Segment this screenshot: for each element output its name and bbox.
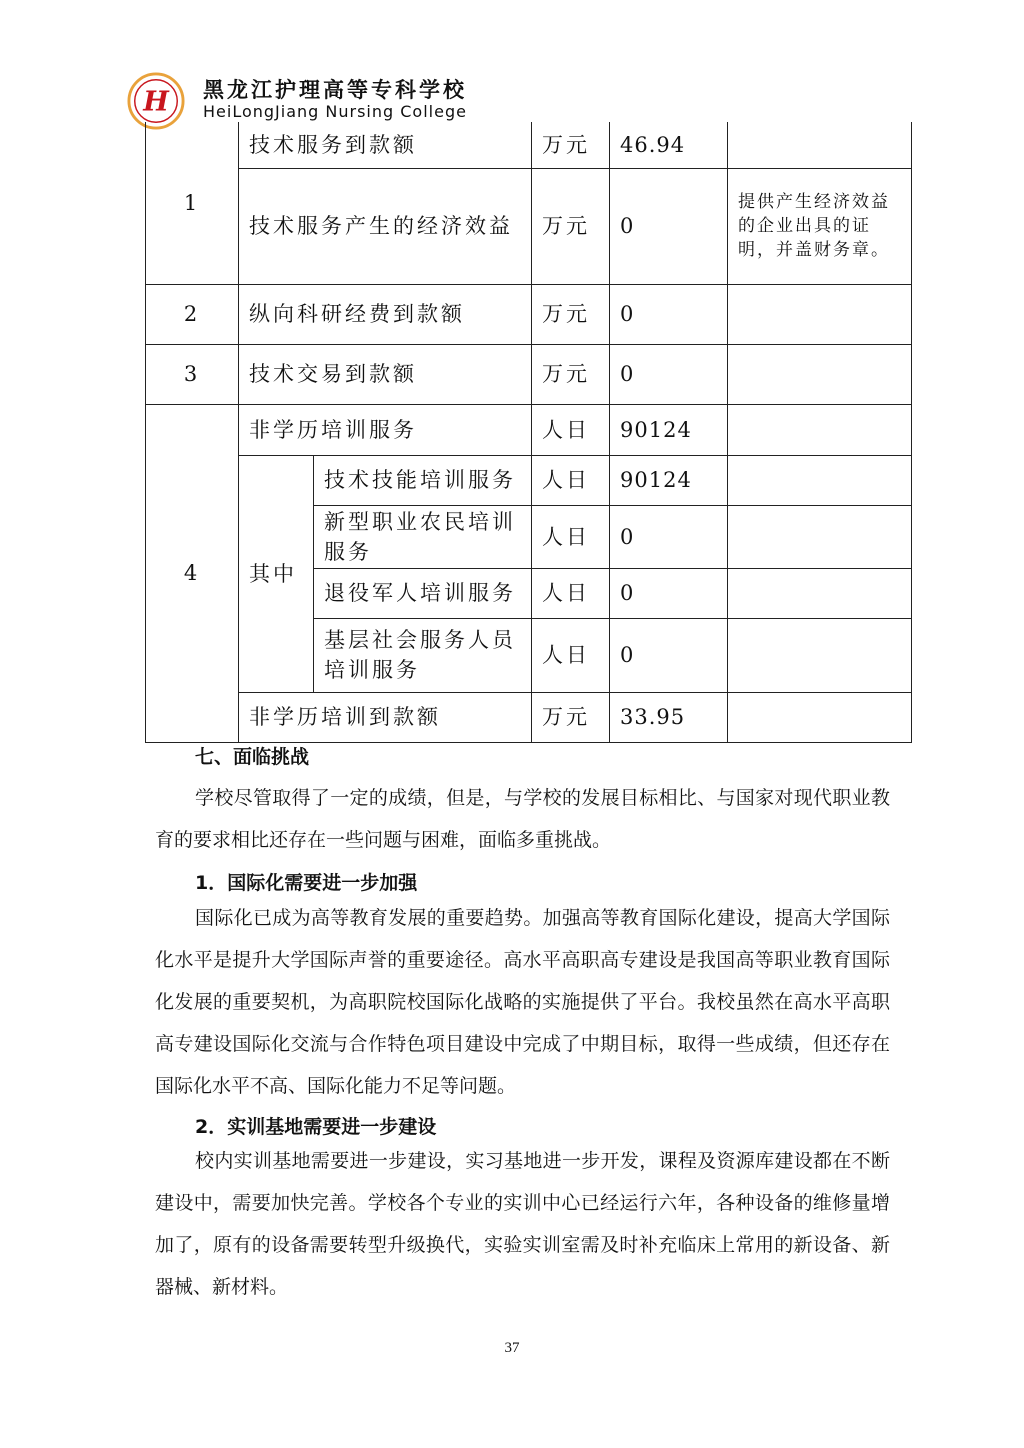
item-cell: 新型职业农民培训服务: [314, 505, 532, 568]
value-cell: 90124: [610, 404, 728, 455]
note-cell: 提供产生经济效益的企业出具的证明，并盖财务章。: [728, 168, 912, 284]
subsection-body: [155, 1141, 890, 1309]
group-label-cell: 其中: [239, 455, 314, 692]
item-cell: 技术服务到款额: [239, 122, 532, 168]
item-cell: 非学历培训服务: [239, 404, 532, 455]
note-cell: [728, 618, 912, 692]
note-cell: [728, 122, 912, 168]
paragraph: 国际化已成为高等教育发展的重要趋势。加强高等教育国际化建设，提高大学国际化水平是提升大学国际声誉的重要途径。高水平高职高专建设是我国高等职业教育国际化发展的重要契机，为高职院校国际化战略的实施提供了平台。我校虽然在高水平高职高专建设国际化交流与合作特色项目建设中完成了中期目标，取得一些成绩，但还存在国际化水平不高、国际化能力不足等问题。: [155, 908, 890, 1097]
note-cell: [728, 692, 912, 742]
value-cell: 0: [610, 505, 728, 568]
item-cell: 技术技能培训服务: [314, 455, 532, 505]
row-number: 1: [146, 122, 239, 284]
note-cell: [728, 455, 912, 505]
item-cell: 技术交易到款额: [239, 344, 532, 404]
row-number: 3: [146, 344, 239, 404]
note-cell: [728, 404, 912, 455]
item-cell: 纵向科研经费到款额: [239, 284, 532, 344]
section-intro: [155, 778, 890, 862]
value-cell: 0: [610, 344, 728, 404]
note-cell: [728, 284, 912, 344]
section-heading: 七、面临挑战: [195, 746, 310, 768]
table-row: [146, 284, 912, 344]
value-cell: 0: [610, 284, 728, 344]
unit-cell: 万元: [532, 168, 610, 284]
row-number: 4: [146, 404, 239, 742]
logo-letter: H: [143, 86, 169, 118]
item-cell: 退役军人培训服务: [314, 568, 532, 618]
note-cell: [728, 568, 912, 618]
unit-cell: 人日: [532, 618, 610, 692]
page-number: 37: [504, 1340, 520, 1356]
table-row: [146, 692, 912, 742]
unit-cell: 人日: [532, 505, 610, 568]
subsection-body: [155, 898, 890, 1108]
unit-cell: 万元: [532, 122, 610, 168]
unit-cell: 万元: [532, 284, 610, 344]
value-cell: 0: [610, 168, 728, 284]
value-cell: 46.94: [610, 122, 728, 168]
school-name-cn: 黑龙江护理高等专科学校: [203, 78, 467, 102]
table-row: [146, 122, 912, 168]
subsection-heading: 2．实训基地需要进一步建设: [195, 1116, 437, 1138]
item-cell: 非学历培训到款额: [239, 692, 532, 742]
table-row: [146, 404, 912, 455]
unit-cell: 人日: [532, 455, 610, 505]
unit-cell: 万元: [532, 344, 610, 404]
paragraph: 学校尽管取得了一定的成绩，但是，与学校的发展目标相比、与国家对现代职业教育的要求相比还存在一些问题与困难，面临多重挑战。: [155, 788, 890, 851]
subsection-heading: 1．国际化需要进一步加强: [195, 872, 418, 894]
unit-cell: 人日: [532, 404, 610, 455]
value-cell: 0: [610, 618, 728, 692]
value-cell: 90124: [610, 455, 728, 505]
item-cell: 基层社会服务人员培训服务: [314, 618, 532, 692]
school-name-en: HeiLongJiang Nursing College: [203, 102, 467, 121]
service-stats-table: [145, 122, 912, 743]
row-number: 2: [146, 284, 239, 344]
unit-cell: 万元: [532, 692, 610, 742]
table-row: [146, 344, 912, 404]
note-cell: [728, 505, 912, 568]
unit-cell: 人日: [532, 568, 610, 618]
value-cell: 0: [610, 568, 728, 618]
note-cell: [728, 344, 912, 404]
table-row: [146, 168, 912, 284]
item-cell: 技术服务产生的经济效益: [239, 168, 532, 284]
value-cell: 33.95: [610, 692, 728, 742]
paragraph: 校内实训基地需要进一步建设，实习基地进一步开发，课程及资源库建设都在不断建设中，需要加快完善。学校各个专业的实训中心已经运行六年，各种设备的维修量增加了，原有的设备需要转型升级换代，实验实训室需及时补充临床上常用的新设备、新器械、新材料。: [155, 1151, 890, 1298]
table-row: [146, 455, 912, 505]
